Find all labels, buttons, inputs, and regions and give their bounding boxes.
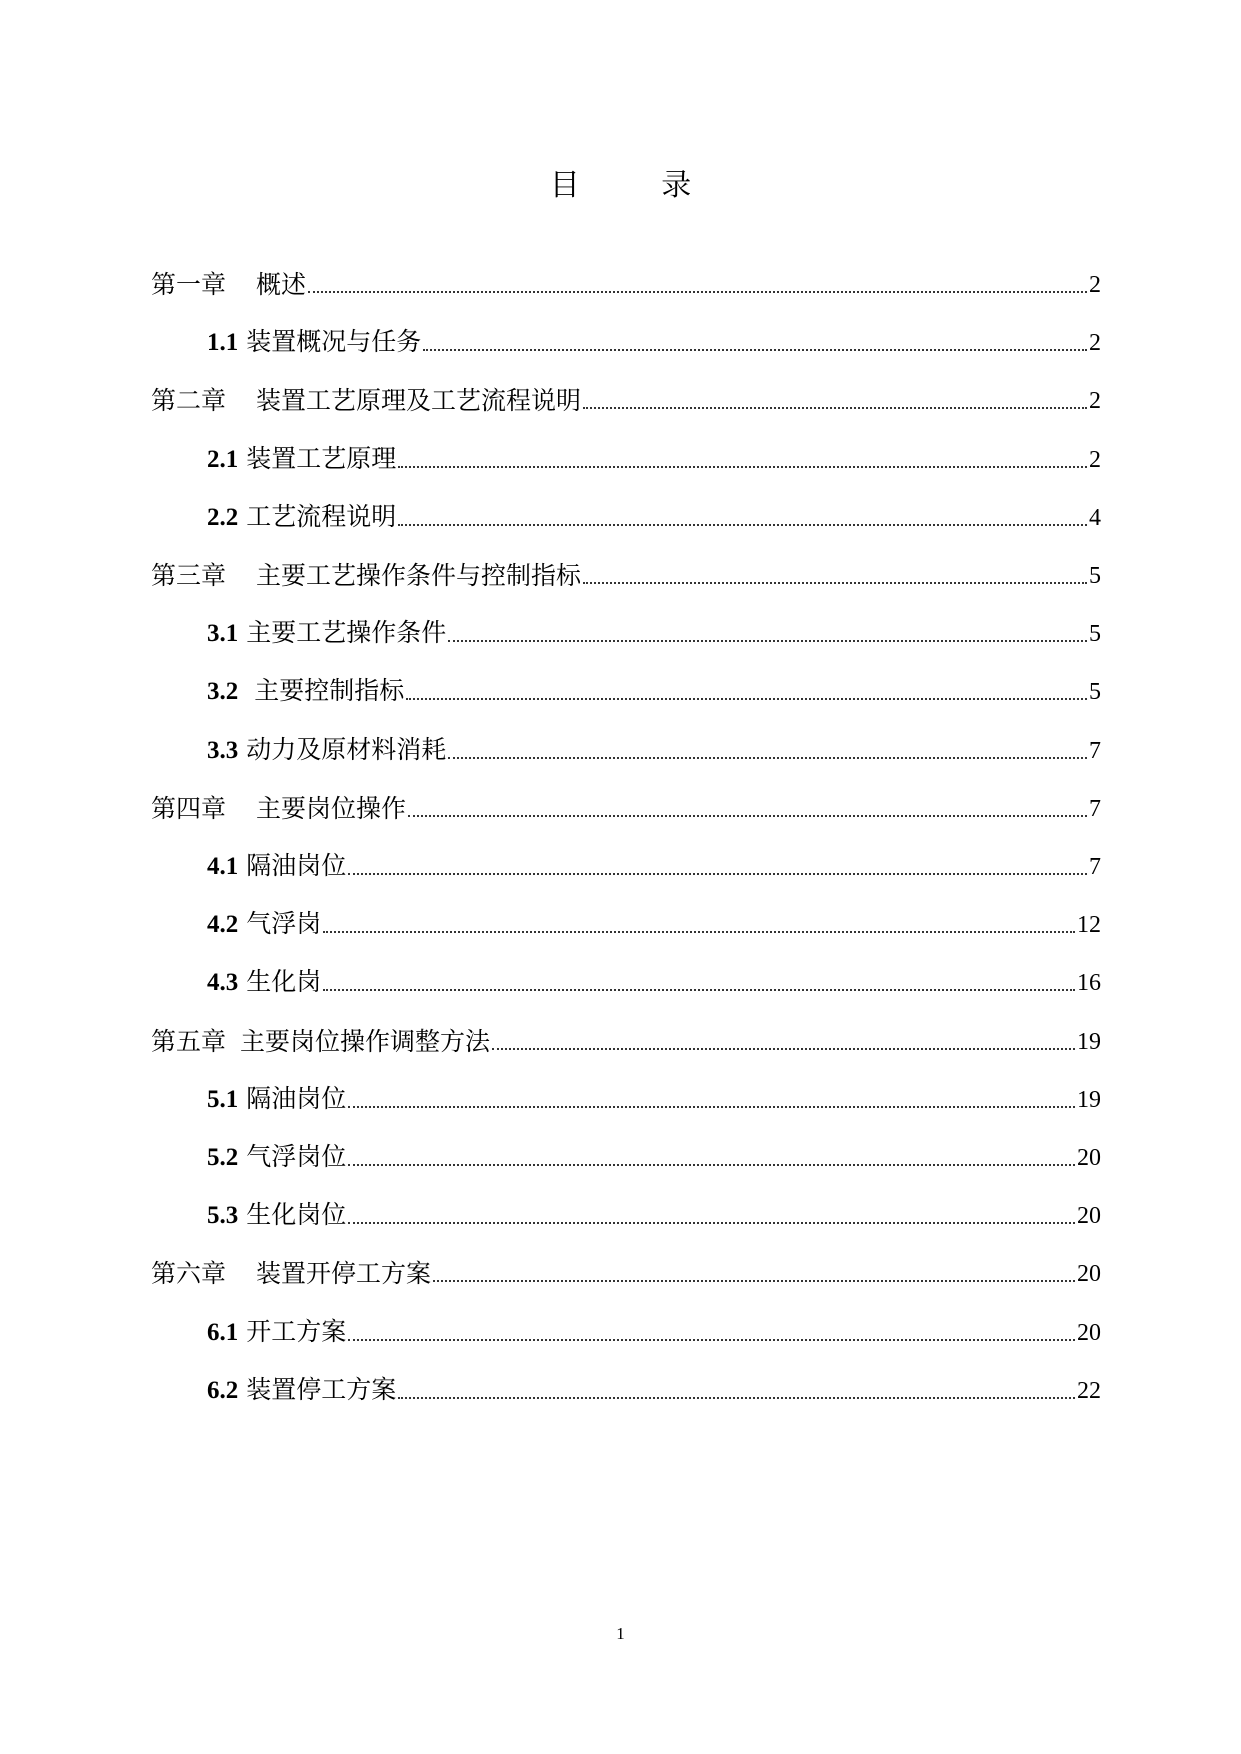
toc-chapter-number: 第四章 (151, 793, 227, 823)
toc-dot-leader (398, 524, 1087, 526)
toc-dot-leader (423, 349, 1087, 351)
toc-dot-leader (308, 291, 1087, 293)
toc-entry-label (207, 618, 446, 649)
toc-entry-label (207, 1317, 346, 1348)
toc-page-number: 2 (1089, 446, 1101, 473)
toc-section-entry[interactable] (207, 609, 1101, 649)
toc-dot-leader (398, 1397, 1075, 1399)
toc-dot-leader (583, 582, 1087, 584)
toc-entry-label (207, 327, 421, 358)
toc-section-number: 3.2 (207, 678, 239, 706)
toc-page-number: 16 (1077, 970, 1101, 997)
toc-page-number: 20 (1077, 1145, 1101, 1171)
toc-dot-leader (406, 698, 1087, 700)
toc-entry-title: 主要工艺操作条件 (246, 618, 447, 648)
toc-entry-title: 隔油岗位 (246, 1083, 347, 1113)
toc-page-number: 5 (1089, 621, 1101, 648)
toc-dot-leader (448, 757, 1087, 759)
toc-page-number: 5 (1089, 563, 1101, 589)
toc-section-number: 4.2 (207, 911, 239, 939)
toc-entry-title: 主要工艺操作条件与控制指标 (256, 561, 582, 590)
toc-chapter-number: 第三章 (151, 561, 227, 590)
toc-page-number: 4 (1089, 504, 1101, 531)
toc-section-number: 6.1 (207, 1318, 239, 1346)
toc-section-number: 5.3 (207, 1202, 239, 1230)
toc-page-number: 22 (1077, 1377, 1101, 1404)
toc-page-number: 20 (1077, 1261, 1101, 1288)
toc-entry-title: 气浮岗位 (246, 1142, 347, 1171)
toc-section-number: 3.1 (207, 620, 239, 648)
toc-chapter-number: 第六章 (151, 1259, 227, 1289)
toc-dot-leader (348, 873, 1087, 875)
toc-entry-label (151, 794, 406, 824)
toc-entry-title: 主要岗位操作调整方法 (240, 1026, 491, 1056)
toc-section-entry[interactable] (207, 1075, 1101, 1115)
toc-section-entry[interactable] (207, 958, 1101, 998)
toc-entry-title: 装置停工方案 (246, 1374, 397, 1404)
toc-entry-title: 工艺流程说明 (246, 501, 397, 531)
toc-section-number: 4.3 (207, 969, 239, 997)
toc-entry-label (151, 1027, 490, 1057)
toc-chapter-entry[interactable] (151, 551, 1101, 591)
toc-entry-title: 生化岗位 (246, 1200, 347, 1230)
toc-entry-label (207, 909, 321, 940)
toc-entry-title: 气浮岗 (246, 909, 322, 939)
toc-entry-title: 装置概况与任务 (246, 327, 422, 357)
toc-dot-leader (408, 815, 1087, 817)
toc-page-number: 5 (1089, 679, 1101, 706)
toc-section-number: 4.1 (207, 853, 239, 880)
toc-section-entry[interactable] (207, 1133, 1101, 1173)
toc-entry-label (207, 1084, 346, 1115)
toc-entry-label (207, 676, 404, 707)
toc-entry-label (151, 270, 306, 300)
toc-dot-leader (323, 931, 1075, 933)
toc-page-number: 20 (1077, 1319, 1101, 1346)
toc-section-entry[interactable] (207, 1366, 1101, 1406)
toc-dot-leader (448, 640, 1087, 642)
toc-entry-title: 装置开停工方案 (256, 1259, 432, 1289)
toc-entry-title: 装置工艺原理 (246, 443, 397, 473)
toc-chapter-number: 第五章 (151, 1026, 227, 1056)
toc-entry-label (151, 1259, 431, 1289)
toc-chapter-entry[interactable] (151, 260, 1101, 300)
toc-page-number: 7 (1089, 737, 1101, 764)
toc-page-number: 19 (1077, 1028, 1101, 1055)
toc-chapter-entry[interactable] (151, 1249, 1101, 1289)
toc-dot-leader (348, 1164, 1075, 1166)
toc-entry-title: 主要岗位操作 (256, 793, 407, 823)
toc-entry-label (207, 967, 321, 998)
toc-dot-leader (433, 1280, 1075, 1282)
toc-section-entry[interactable] (207, 667, 1101, 707)
toc-dot-leader (348, 1106, 1075, 1108)
toc-dot-leader (348, 1339, 1075, 1341)
toc-section-number: 1.1 (207, 329, 239, 357)
toc-chapter-number: 第二章 (151, 386, 227, 416)
toc-dot-leader (348, 1222, 1075, 1224)
toc-section-number: 2.1 (207, 445, 239, 473)
toc-dot-leader (323, 989, 1075, 991)
toc-entry-title: 隔油岗位 (246, 851, 347, 880)
toc-page-number: 20 (1077, 1203, 1101, 1230)
toc-section-entry[interactable] (207, 1308, 1101, 1348)
toc-section-number: 5.1 (207, 1085, 239, 1113)
toc-entry-title: 动力及原材料消耗 (246, 734, 447, 764)
toc-dot-leader (398, 466, 1087, 468)
toc-page-number: 19 (1077, 1086, 1101, 1113)
toc-entry-title: 开工方案 (246, 1316, 347, 1346)
toc-entry-label (207, 735, 446, 766)
toc-entry-title: 装置工艺原理及工艺流程说明 (256, 386, 582, 416)
toc-chapter-entry[interactable] (151, 1017, 1101, 1057)
toc-entry-label (207, 851, 346, 882)
toc-section-entry[interactable] (207, 900, 1101, 940)
toc-section-entry[interactable] (207, 435, 1101, 475)
toc-entry-label (207, 502, 396, 533)
toc-section-entry[interactable] (207, 318, 1101, 358)
toc-entry-label (151, 386, 581, 416)
toc-page-number: 2 (1089, 330, 1101, 357)
toc-entry-title: 主要控制指标 (246, 676, 405, 706)
toc-section-number: 5.2 (207, 1144, 239, 1171)
toc-dot-leader (583, 407, 1087, 409)
toc-chapter-number: 第一章 (151, 270, 227, 299)
toc-entry-title: 生化岗 (246, 967, 322, 997)
toc-section-entry[interactable] (207, 842, 1101, 882)
toc-entry-label (207, 1200, 346, 1231)
toc-section-number: 6.2 (207, 1376, 239, 1404)
toc-entry-title: 概述 (256, 270, 307, 299)
toc-entry-label (207, 444, 396, 475)
toc-page-number: 7 (1089, 854, 1101, 880)
toc-chapter-entry[interactable] (151, 376, 1101, 416)
toc-section-entry[interactable] (207, 726, 1101, 766)
toc-entry-label (151, 561, 581, 591)
toc-entry-label (207, 1142, 346, 1173)
toc-page-number: 12 (1077, 912, 1101, 939)
toc-page-number: 2 (1089, 272, 1101, 298)
toc-section-entry[interactable] (207, 1191, 1101, 1231)
toc-section-number: 2.2 (207, 503, 239, 531)
toc-section-number: 3.3 (207, 736, 239, 764)
toc-dot-leader (492, 1048, 1075, 1050)
footer-page-number: 1 (616, 1624, 625, 1643)
toc-page-number: 7 (1089, 795, 1101, 822)
toc-chapter-entry[interactable] (151, 784, 1101, 824)
toc-section-entry[interactable] (207, 493, 1101, 533)
toc-entry-label (207, 1375, 396, 1406)
toc-page-number: 2 (1089, 388, 1101, 415)
page-title: 目 录 (549, 168, 728, 203)
